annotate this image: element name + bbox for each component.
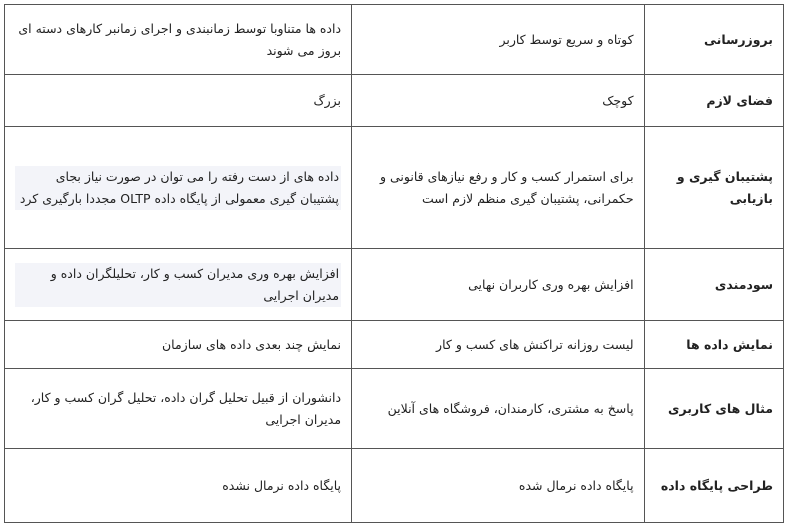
row-label: طراحی پایگاه داده [644,449,783,523]
cell-olap [5,127,352,249]
cell-olap: داده ها متناوبا توسط زمانبندی و اجرای زمانبر کارهای دسته ای بروز می شوند [5,5,352,75]
cell-olap: نمایش چند بعدی داده های سازمان [5,321,352,369]
cell-oltp: کوچک [352,75,645,127]
table-row-updates [5,5,784,75]
comparison-table [4,4,784,523]
table-row-user-examples [5,369,784,449]
cell-oltp: کوتاه و سریع توسط کاربر [352,5,645,75]
cell-olap [5,249,352,321]
cell-oltp: برای استمرار کسب و کار و رفع نیازهای قانونی و حکمرانی، پشتیبان گیری منظم لازم است [352,127,645,249]
cell-oltp: افزایش بهره وری کاربران نهایی [352,249,645,321]
cell-oltp: پایگاه داده نرمال شده [352,449,645,523]
row-label: مثال های کاربری [644,369,783,449]
cell-olap: بزرگ [5,75,352,127]
highlighted-text: افزایش بهره وری مدیران کسب و کار، تحلیلگران داده و مدیران اجرایی [15,263,341,307]
row-label: نمایش داده ها [644,321,783,369]
row-label: فضای لازم [644,75,783,127]
cell-oltp: لیست روزانه تراکنش های کسب و کار [352,321,645,369]
table-row-data-display [5,321,784,369]
highlighted-text: داده های از دست رفته را می توان در صورت نیاز بجای پشتیبان گیری معمولی از پایگاه داده OLTP مجددا بارگیری کرد [15,166,341,210]
row-label: پشتیبان گیری و بازیابی [644,127,783,249]
row-label: سودمندی [644,249,783,321]
table-row-space [5,75,784,127]
cell-olap: دانشوران از قبیل تحلیل گران داده، تحلیل گران کسب و کار، مدیران اجرایی [5,369,352,449]
cell-olap: پایگاه داده نرمال نشده [5,449,352,523]
cell-oltp: پاسخ به مشتری، کارمندان، فروشگاه های آنلاین [352,369,645,449]
table-row-db-design [5,449,784,523]
table-row-usefulness [5,249,784,321]
table-row-backup [5,127,784,249]
row-label: بروزرسانی [644,5,783,75]
